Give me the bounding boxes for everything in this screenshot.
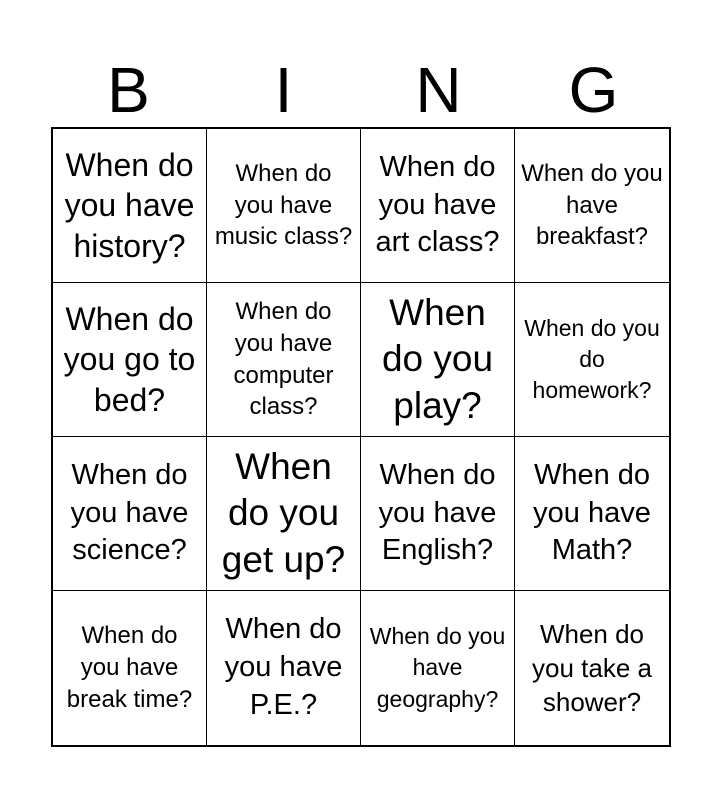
cell-text: When do you have English? — [378, 458, 497, 567]
cell-text: When do you have science? — [70, 458, 189, 567]
cell-text: When do you have art class? — [375, 150, 500, 259]
header-letter-n: N — [415, 54, 462, 126]
bingo-cell[interactable] — [53, 129, 207, 283]
bingo-cell[interactable] — [361, 129, 515, 283]
bingo-cell[interactable] — [361, 437, 515, 591]
cell-text: When do you have computer class? — [233, 298, 334, 421]
cell-text: When do you get up? — [221, 446, 346, 580]
bingo-cell[interactable] — [361, 283, 515, 437]
bingo-cell[interactable] — [515, 283, 669, 437]
bingo-cell[interactable] — [361, 591, 515, 745]
bingo-cell[interactable] — [53, 437, 207, 591]
bingo-cell[interactable] — [515, 129, 669, 283]
header-letter-b: B — [107, 54, 150, 126]
cell-text: When do you do homework? — [524, 314, 660, 404]
cell-text: When do you have geography? — [369, 623, 506, 712]
bingo-cell[interactable] — [515, 591, 669, 745]
bingo-board — [51, 127, 671, 747]
bingo-cell[interactable] — [207, 437, 361, 591]
bingo-cell[interactable] — [207, 591, 361, 745]
cell-text: When do you have history? — [64, 147, 195, 264]
bingo-cell[interactable] — [207, 283, 361, 437]
cell-text: When do you have break time? — [66, 622, 193, 713]
header-letter-g: G — [568, 54, 619, 126]
cell-text: When do you have music class? — [214, 159, 353, 251]
cell-text: When do you take a shower? — [532, 618, 652, 718]
bingo-header — [51, 52, 671, 128]
bingo-cell[interactable] — [207, 129, 361, 283]
cell-text: When do you have P.E.? — [224, 613, 343, 721]
cell-text: When do you play? — [381, 292, 494, 426]
cell-text: When do you have Math? — [533, 458, 651, 567]
bingo-cell[interactable] — [53, 591, 207, 745]
cell-text: When do you have breakfast? — [521, 159, 663, 251]
bingo-cell[interactable] — [53, 283, 207, 437]
header-letter-i: I — [274, 54, 293, 126]
cell-text: When do you go to bed? — [63, 301, 196, 418]
bingo-cell[interactable] — [515, 437, 669, 591]
